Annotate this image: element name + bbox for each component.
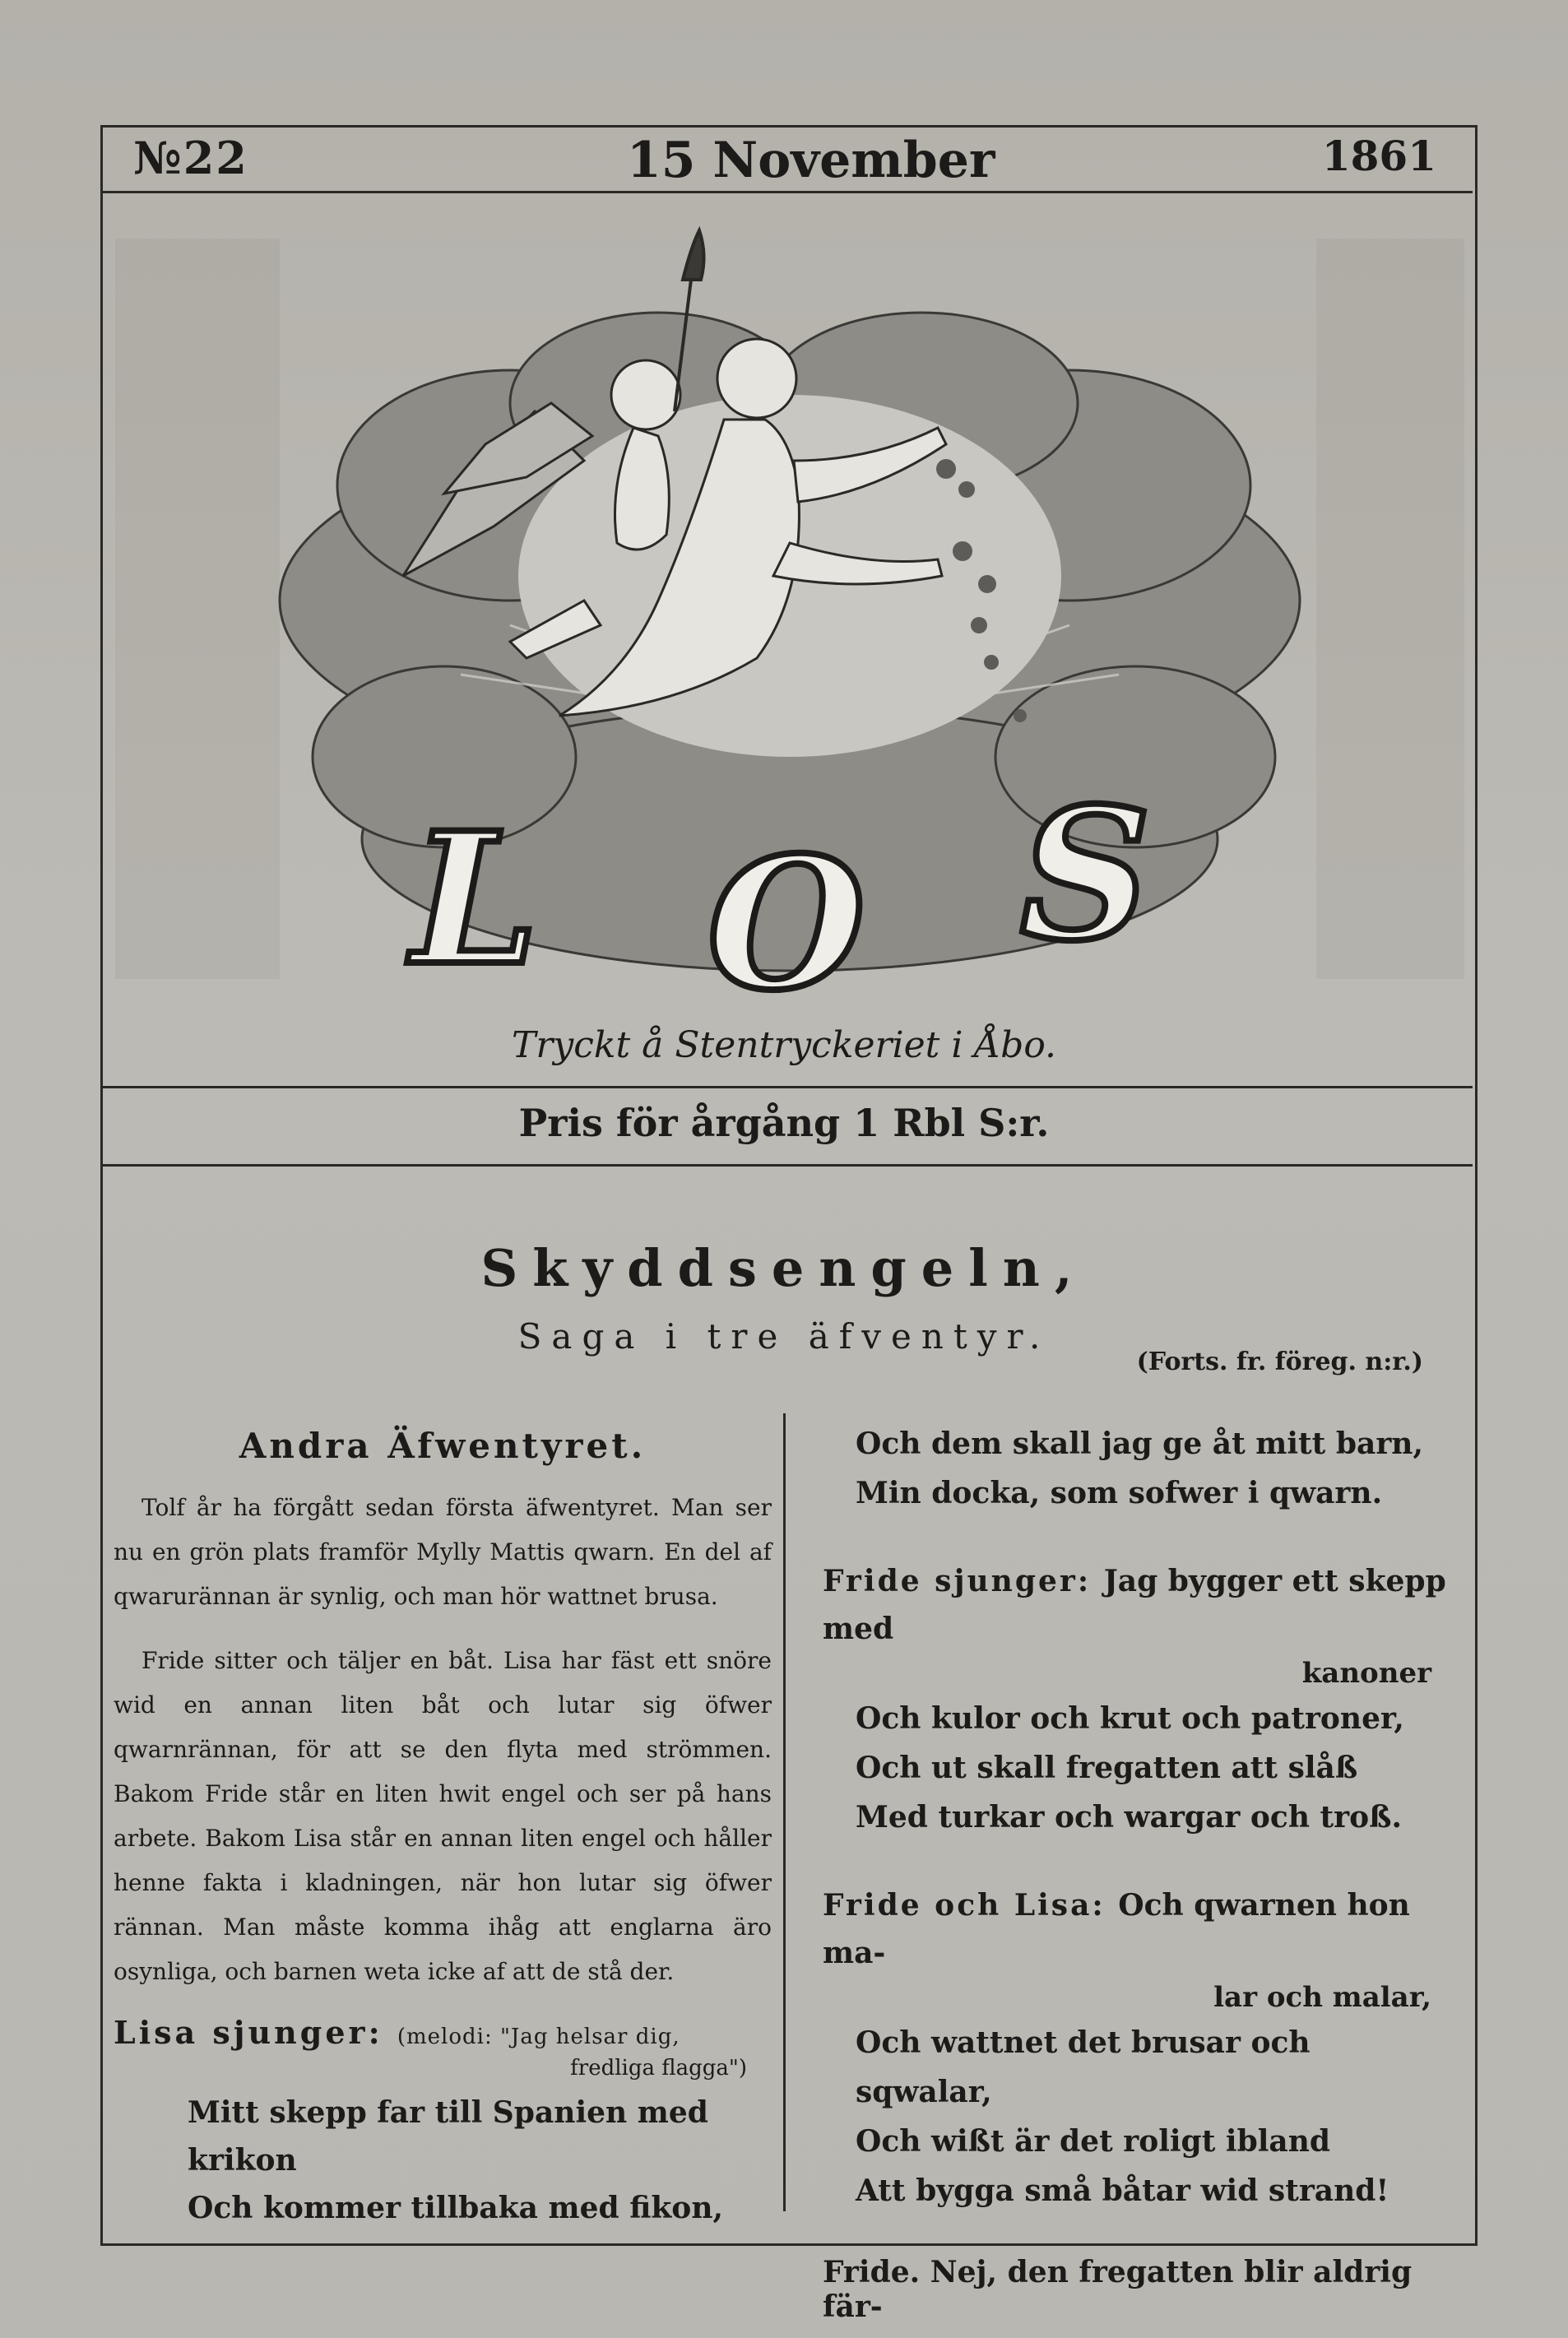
verse-line: Min docka, som sofwer i qwarn.: [856, 1476, 1383, 1510]
verse-line: Och kulor och krut och patroner,: [856, 1701, 1404, 1736]
engraved-vignette: [197, 214, 1382, 1020]
verse-line: Mitt skepp far till Spanien med krikon: [188, 2095, 708, 2178]
printer-imprint: Tryckt å Stentryckeriet i Åbo.: [511, 1024, 1057, 1066]
fride-cue-line: [823, 1557, 1456, 1653]
monogram-o: O: [707, 817, 865, 1020]
melody-note: (melodi: "Jag helsar dig,: [397, 2025, 680, 2049]
imprint-rule: [100, 1086, 1473, 1088]
closing-line: Fride. Nej, den fregatten blir aldrig fär-: [823, 2255, 1413, 2324]
monogram-s: S: [1020, 768, 1151, 981]
both-cue-line: [823, 1881, 1456, 1977]
lisa-cue-line: [114, 2014, 772, 2051]
paragraph: Tolf år ha förgått sedan första äfwentyret. Man ser nu en grön plats framför Mylly Mattis qwarn. En del af qwarurännan är synlig, och man hör wattnet brusa.: [114, 1494, 772, 1610]
both-cue: Fride och Lisa:: [823, 1888, 1106, 1923]
verse-line: Jag bygger ett skepp med: [823, 1564, 1446, 1646]
verse-line-tail: kanoner: [1301, 1657, 1431, 1690]
melody-note-cont: fredliga flagga"): [570, 2056, 747, 2081]
continued-note: (Forts. fr. föreg. n:r.): [1136, 1348, 1423, 1376]
paragraph: Fride sitter och täljer en båt. Lisa har fäst ett snöre wid en annan liten båt och lutar sig öfwer qwarnrännan, för att se den flyta med strömmen. Bakom Fride står en liten hwit engel och ser på hans arbete. Bakom Lisa står en annan liten engel och håller henne fakta i kladningen, när hon lutar sig öfwer rännan. Man måste komma ihåg att englarna äro osynliga, och barnen weta icke af att de stå der.: [114, 1647, 772, 1985]
price-rule: [100, 1164, 1473, 1167]
section-heading: Andra Äfwentyret.: [239, 1426, 647, 1466]
verse-line: Och wattnet det brusar och sqwalar,: [856, 2025, 1311, 2109]
column-divider: [783, 1413, 786, 2211]
verse-line: Och dem skall jag ge åt mitt barn,: [856, 1426, 1423, 1461]
right-column: [823, 1419, 1456, 2324]
verse-line: Och qwarnen hon ma-: [823, 1888, 1410, 1970]
verse-line: Och ut skall fregatten att slåß: [856, 1751, 1358, 1785]
lisa-cue: Lisa sjunger:: [114, 2014, 383, 2051]
verse-line: Med turkar och wargar och troß.: [856, 1800, 1403, 1835]
verse-line: Och kommer tillbaka med fikon,: [188, 2191, 724, 2225]
fride-cue: Fride sjunger:: [823, 1564, 1092, 1598]
issue-date: 15 November: [627, 132, 995, 189]
verse-line: Att bygga små båtar wid strand!: [856, 2173, 1389, 2208]
masthead-rule: [100, 191, 1473, 193]
issue-number: №22: [133, 132, 248, 184]
verse-line-tail: lar och malar,: [1213, 1981, 1431, 2014]
article-subtitle: Saga i tre äfventyr.: [517, 1316, 1051, 1357]
subscription-price: Pris för årgång 1 Rbl S:r.: [518, 1101, 1050, 1145]
monogram-l: L: [411, 792, 539, 1005]
masthead: [100, 125, 1473, 191]
left-column: [114, 1419, 772, 2232]
article-title: Skyddsengeln,: [480, 1238, 1088, 1298]
verse-line: Och wißt är det roligt ibland: [856, 2124, 1331, 2159]
issue-year: 1861: [1321, 132, 1436, 180]
